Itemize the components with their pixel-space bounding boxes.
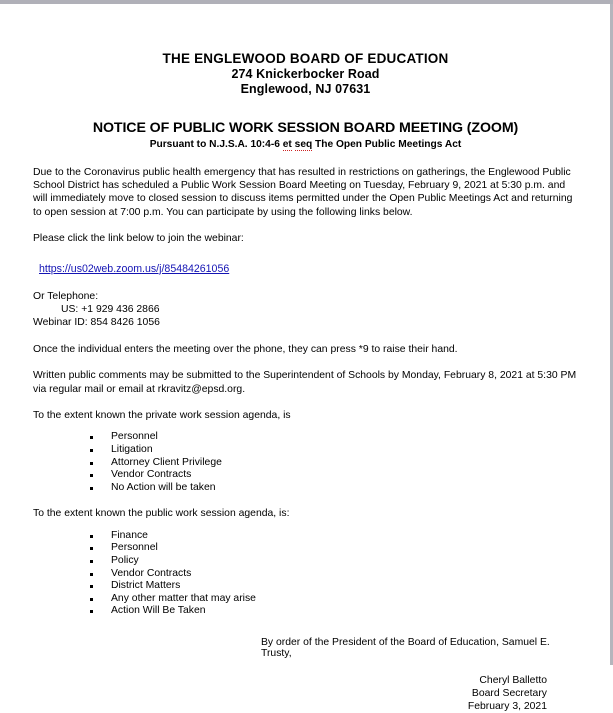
signature-date: February 3, 2021 xyxy=(33,701,578,713)
letterhead-address-line1: 274 Knickerbocker Road xyxy=(33,67,578,83)
agenda-list-item: Personnel xyxy=(90,431,578,444)
agenda-list-item: Any other matter that may arise xyxy=(90,593,578,606)
raise-hand-instruction: Once the individual enters the meeting over the phone, they can press *9 to raise their hand. xyxy=(33,343,578,356)
document-content xyxy=(33,4,578,713)
private-agenda-heading: To the extent known the private work session agenda, is xyxy=(33,409,578,422)
or-telephone-label: Or Telephone: xyxy=(33,290,578,303)
document-page xyxy=(0,4,606,665)
spellcheck-word-et: et xyxy=(283,139,292,151)
signatory-role: Board Secretary xyxy=(33,688,578,701)
public-agenda-heading: To the extent known the public work session agenda, is: xyxy=(33,507,578,520)
by-order-line: By order of the President of the Board of Education, Samuel E. Trusty, xyxy=(33,637,578,659)
agenda-list-item: Vendor Contracts xyxy=(90,469,578,482)
signatory-name: Cheryl Balletto xyxy=(33,675,578,688)
spellcheck-word-seq: seq xyxy=(295,139,313,151)
agenda-list-item: No Action will be taken xyxy=(90,482,578,495)
agenda-list-item: Policy xyxy=(90,555,578,568)
letterhead xyxy=(33,51,578,98)
agenda-list-item: Vendor Contracts xyxy=(90,568,578,581)
notice-subtitle-suffix: The Open Public Meetings Act xyxy=(312,139,461,150)
agenda-list-item: District Matters xyxy=(90,580,578,593)
agenda-list-item: Personnel xyxy=(90,542,578,555)
agenda-list-item: Attorney Client Privilege xyxy=(90,457,578,470)
us-phone-number: US: +1 929 436 2866 xyxy=(33,303,578,316)
private-agenda-list xyxy=(33,431,578,494)
webinar-link-row xyxy=(33,259,578,277)
public-agenda-list xyxy=(33,530,578,618)
intro-paragraph: Due to the Coronavirus public health emergency that has resulted in restrictions on gatherings, the Englewood Public School District has scheduled a Public Work Session Board Meeting on Tuesday, February 9, 2021 at 5:30 p.m. and will immediately move to closed session to discuss items permitted under the Open Public Meetings Act and returning to open session at 7:00 p.m. You can participate by using the following links below. xyxy=(33,166,578,220)
agenda-list-item: Litigation xyxy=(90,444,578,457)
letterhead-address-line2: Englewood, NJ 07631 xyxy=(33,82,578,98)
notice-subtitle xyxy=(33,139,578,150)
agenda-list-item: Action Will Be Taken xyxy=(90,605,578,618)
webinar-id: Webinar ID: 854 8426 1056 xyxy=(33,316,578,329)
notice-subtitle-prefix: Pursuant to N.J.S.A. 10:4-6 xyxy=(150,139,283,150)
notice-title: NOTICE OF PUBLIC WORK SESSION BOARD MEETING (ZOOM) xyxy=(33,120,578,136)
letterhead-organization: THE ENGLEWOOD BOARD OF EDUCATION xyxy=(33,51,578,67)
webinar-join-link[interactable]: https://us02web.zoom.us/j/85484261056 xyxy=(39,263,229,275)
written-comments-paragraph: Written public comments may be submitted to the Superintendent of Schools by Monday, February 8, 2021 at 5:30 PM via regular mail or email at rkravitz@epsd.org. xyxy=(33,369,578,396)
click-link-instruction: Please click the link below to join the webinar: xyxy=(33,232,578,245)
agenda-list-item: Finance xyxy=(90,530,578,543)
